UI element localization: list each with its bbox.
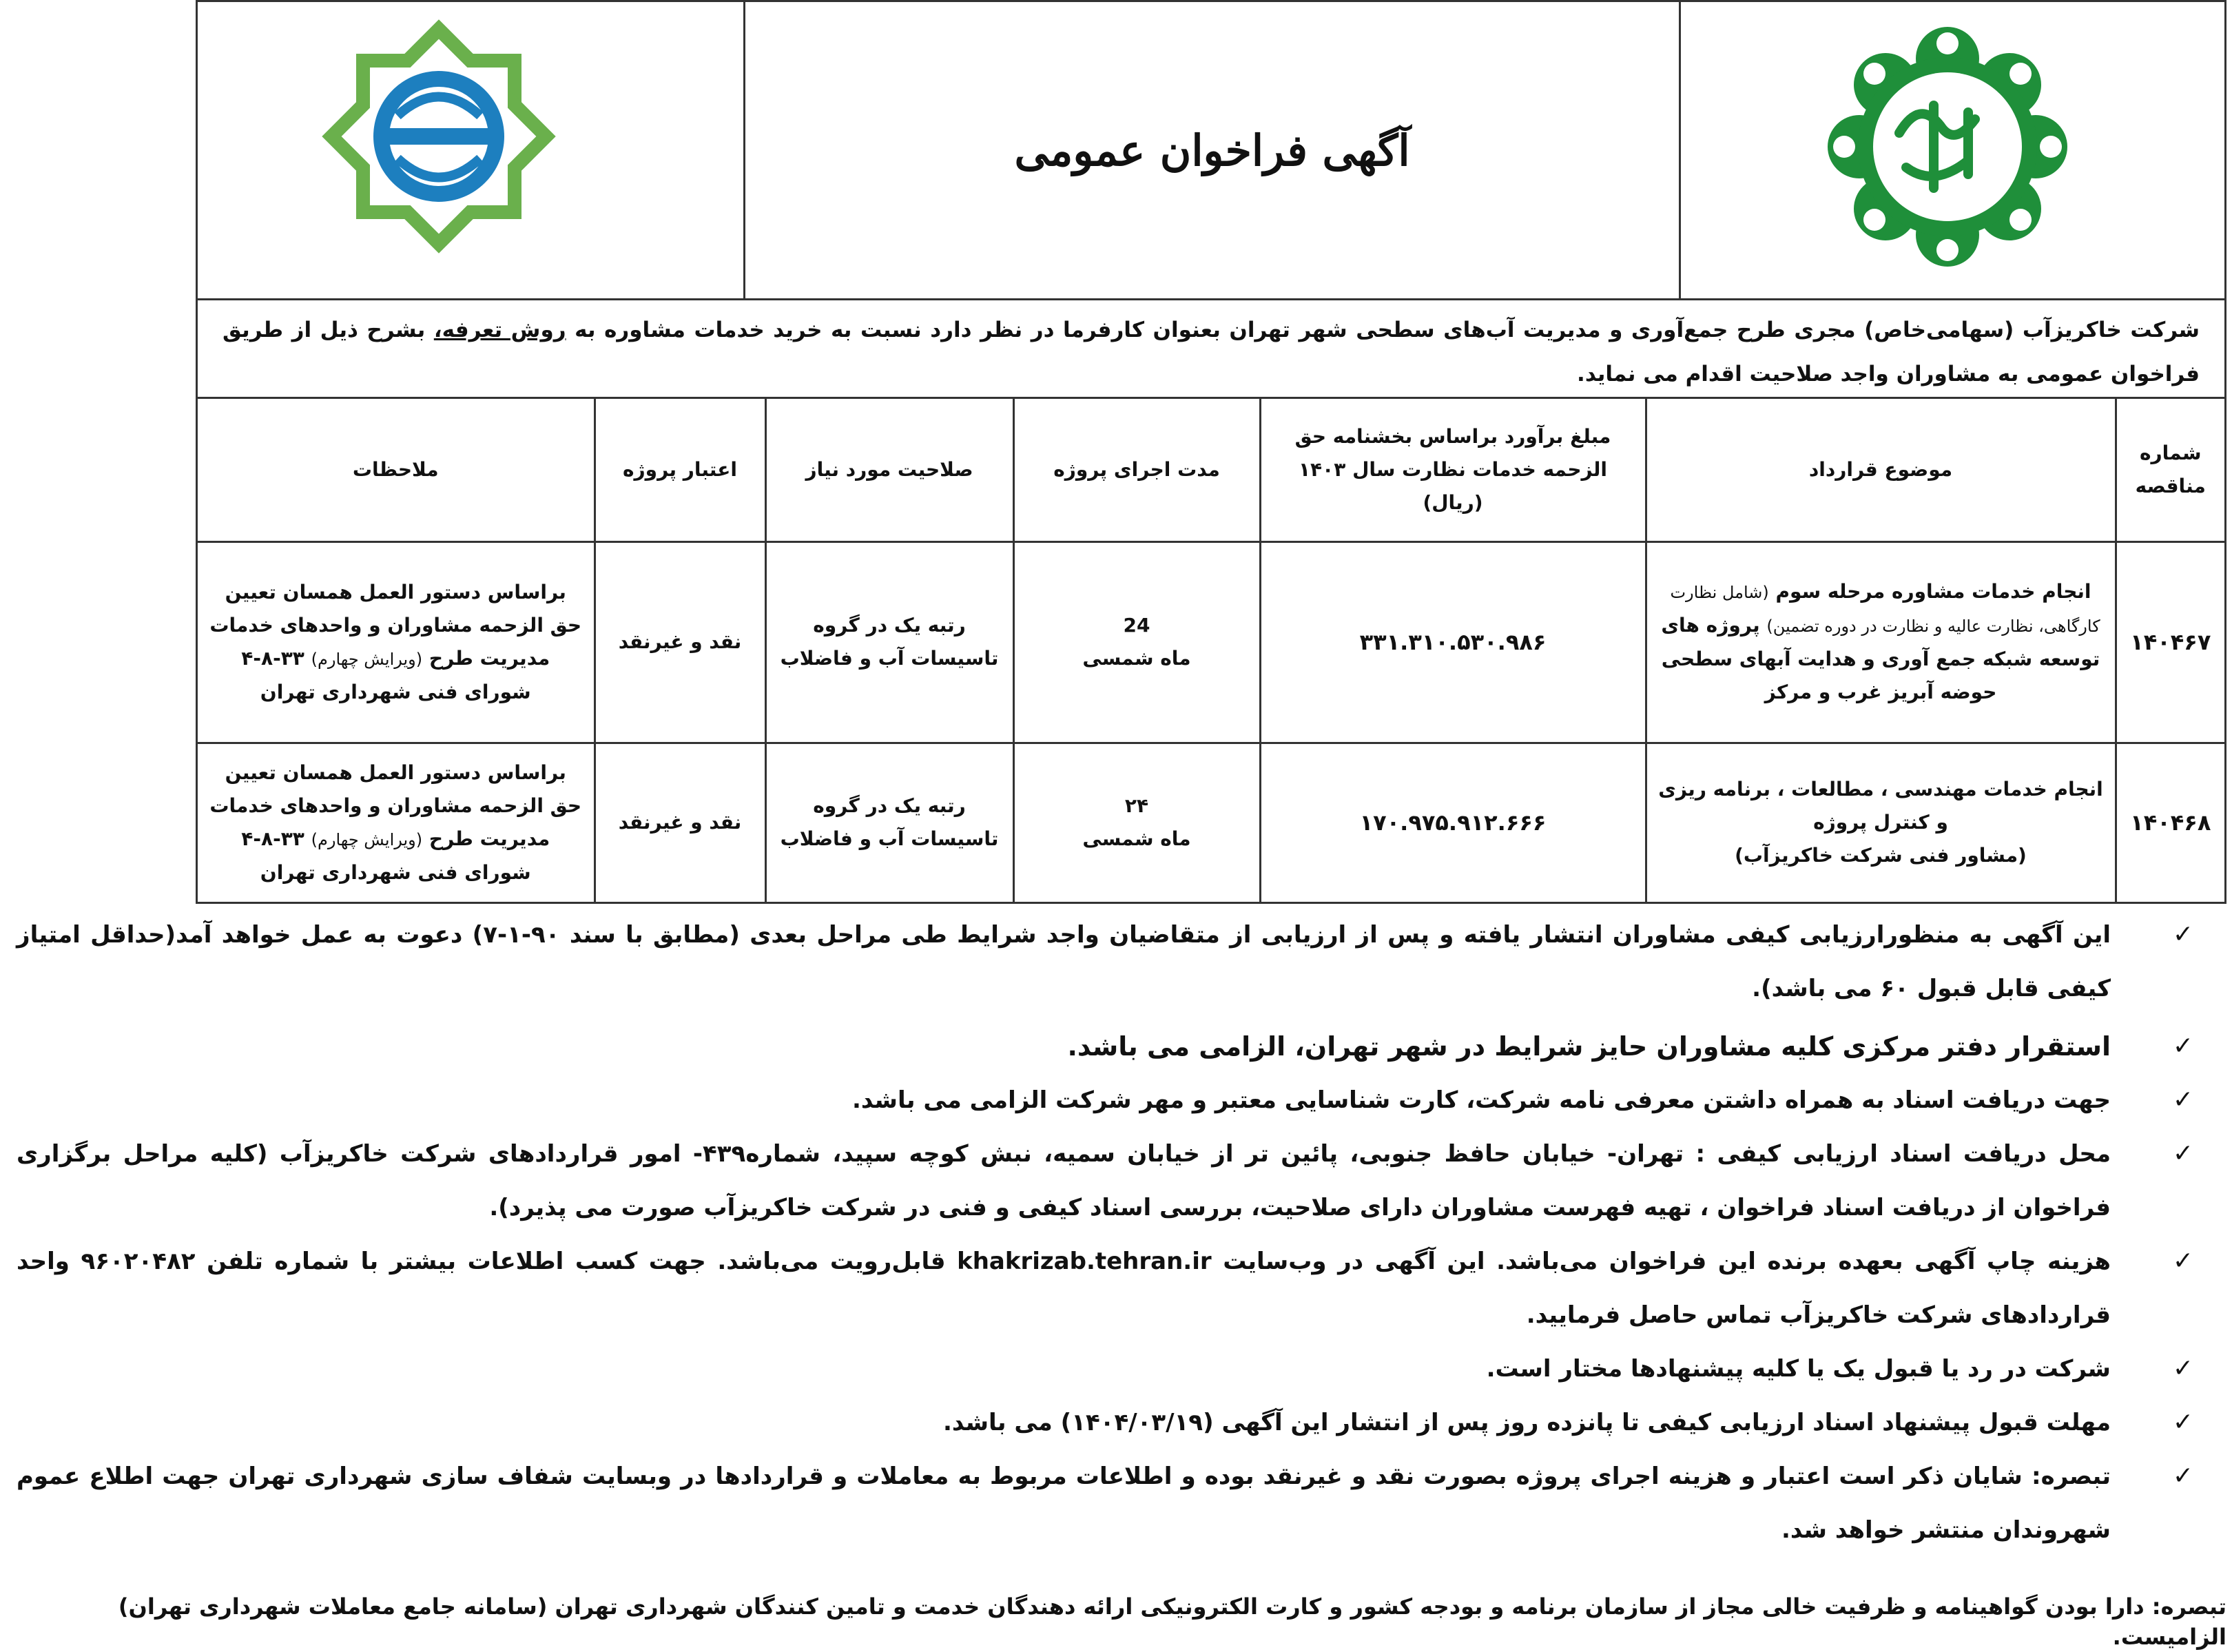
estimated-amount: ۳۳۱.۳۱۰.۵۳۰.۹۸۶ bbox=[1260, 541, 1646, 743]
website-link[interactable]: khakrizab.tehran.ir bbox=[957, 1248, 1212, 1275]
notice-frame bbox=[196, 0, 2226, 904]
notice-title: آگهی فراخوان عمومی bbox=[1014, 125, 1410, 176]
intro-text-1: شرکت خاکریزآب (سهامی‌خاص) مجری طرح جمع‌آوری و مدیریت آب‌های سطحی شهر تهران بعنوان کارفرما در نظر دارد نسبت به خرید خدمات مشاوره به bbox=[566, 318, 2200, 342]
tender-number: ۱۴۰۴۶۸ bbox=[2116, 743, 2224, 902]
condition-item bbox=[17, 1396, 2214, 1449]
check-icon: ✓ bbox=[2172, 1032, 2193, 1060]
condition-item bbox=[17, 908, 2214, 1015]
condition-text: مهلت قبول پیشنهاد اسناد ارزیابی کیفی تا پانزده روز پس از انتشار این آگهی (۱۴۰۴/۰۳/۱۹) می باشد. bbox=[943, 1409, 2111, 1436]
condition-item bbox=[17, 1020, 2214, 1073]
condition-text: استقرار دفتر مرکزی کلیه مشاوران حایز شرایط در شهر تهران، الزامی می باشد. bbox=[1067, 1031, 2111, 1062]
estimated-amount: ۱۷۰.۹۷۵.۹۱۲.۶۶۶ bbox=[1260, 743, 1646, 902]
condition-item bbox=[17, 1342, 2214, 1396]
col-header-credit: اعتبار پروژه bbox=[595, 399, 765, 541]
check-icon: ✓ bbox=[2172, 1139, 2193, 1168]
required-qualification: رتبه یک در گروه تاسیسات آب و فاضلاب bbox=[765, 541, 1013, 743]
check-icon: ✓ bbox=[2172, 1408, 2193, 1436]
col-header-qualification: صلاحیت مورد نیاز bbox=[765, 399, 1013, 541]
header-logo-cell-left bbox=[198, 2, 743, 298]
row-notes: براساس دستور العمل همسان تعیین حق الزحمه مشاوران و واحدهای خدمات مدیریت طرح (ویرایش چهارم) ۳۳-۸-۴ شورای فنی شهرداری تهران bbox=[198, 743, 595, 902]
intro-text-2: بشرح ذیل از طریق فراخوان عمومی به مشاوران واجد صلاحیت اقدام می نماید. bbox=[223, 318, 2200, 386]
condition-text-a: هزینه چاپ آگهی بعهده برنده این فراخوان می‌باشد. این آگهی در وب‌سایت bbox=[1211, 1248, 2111, 1275]
condition-text-b: قابل‌رویت می‌باشد. جهت کسب اطلاعات بیشتر با شماره تلفن ۹۶۰۲۰۴۸۲ واحد قراردادهای شرکت خاکریزآب تماس حاصل فرمایید. bbox=[17, 1248, 2111, 1329]
table-header-row bbox=[198, 399, 2224, 541]
intro-underlined: روش تعرفه، bbox=[433, 318, 566, 342]
project-credit: نقد و غیرنقد bbox=[595, 743, 765, 902]
col-header-amount: مبلغ برآورد براساس بخشنامه حق الزحمه خدمات نظارت سال ۱۴۰۳ (ریال) bbox=[1260, 399, 1646, 541]
col-header-notes: ملاحظات bbox=[198, 399, 595, 541]
condition-item bbox=[17, 1127, 2214, 1235]
col-header-subject: موضوع قرارداد bbox=[1646, 399, 2116, 541]
condition-text: تبصره: شایان ذکر است اعتبار و هزینه اجرای پروژه بصورت نقد و غیرنقد بوده و اطلاعات مربوط به معاملات و قراردادها در وبسایت شفاف سازی شهرداری تهران جهت اطلاع عموم شهروندان منتشر خواهد شد. bbox=[17, 1463, 2111, 1544]
condition-text: این آگهی به منظورارزیابی کیفی مشاوران انتشار یافته و پس از ارزیابی از متقاضیان واجد شرایط طی مراحل بعدی (مطابق با سند ۹۰-۱-۷) دعوت به عمل خواهد آمد(حداقل امتیاز کیفی قابل قبول ۶۰ می باشد). bbox=[17, 921, 2111, 1002]
contracts-table bbox=[198, 399, 2224, 902]
header-logo-cell-right bbox=[1679, 2, 2224, 298]
khakrizab-logo bbox=[198, 2, 743, 298]
condition-item bbox=[17, 1449, 2214, 1557]
contract-subject: انجام خدمات مهندسی ، مطالعات ، برنامه ریزی و کنترل پروژه (مشاور فنی شرکت خاکریزآب) bbox=[1646, 743, 2116, 902]
check-icon: ✓ bbox=[2172, 1354, 2193, 1383]
condition-item bbox=[17, 1073, 2214, 1127]
table-row bbox=[198, 743, 2224, 902]
condition-text: شرکت در رد یا قبول یک یا کلیه پیشنهادها مختار است. bbox=[1486, 1355, 2111, 1383]
project-duration: ۲۴ ماه شمسی bbox=[1013, 743, 1260, 902]
check-icon: ✓ bbox=[2172, 920, 2193, 949]
col-header-duration: مدت اجرای پروژه bbox=[1013, 399, 1260, 541]
check-icon: ✓ bbox=[2172, 1086, 2193, 1114]
notice-header bbox=[198, 2, 2224, 300]
required-qualification: رتبه یک در گروه تاسیسات آب و فاضلاب bbox=[765, 743, 1013, 902]
conditions-list bbox=[17, 908, 2214, 1557]
check-icon: ✓ bbox=[2172, 1247, 2193, 1275]
header-title-cell bbox=[743, 2, 1679, 298]
project-duration: 24 ماه شمسی bbox=[1013, 541, 1260, 743]
project-credit: نقد و غیرنقد bbox=[595, 541, 765, 743]
condition-item bbox=[17, 1235, 2214, 1342]
col-header-number: شماره مناقصه bbox=[2116, 399, 2224, 541]
footer-note: تبصره: دارا بودن گواهینامه و ظرفیت خالی مجاز از سازمان برنامه و بودجه کشور و کارت الکترونیکی ارائه دهندگان خدمت و تامین کنندگان شهرداری تهران (سامانه جامع معاملات شهرداری تهران) الزامیست. bbox=[118, 1593, 2226, 1650]
intro-paragraph bbox=[198, 298, 2224, 399]
condition-text: محل دریافت اسناد ارزیابی کیفی : تهران- خیابان حافظ جنوبی، پائین تر از خیابان سمیه، نبش کوچه سپید، شماره۴۳۹- امور قراردادهای شرکت خاکریزآب (کلیه مراحل برگزاری فراخوان از دریافت اسناد فراخوان ، تهیه فهرست مشاوران دارای صلاحیت، بررسی اسناد کیفی و فنی در شرکت خاکریزآب صورت می پذیرد). bbox=[17, 1140, 2111, 1221]
shora-tehran-logo bbox=[1679, 2, 2224, 298]
condition-text: جهت دریافت اسناد به همراه داشتن معرفی نامه شرکت، کارت شناسایی معتبر و مهر شرکت الزامی می باشد. bbox=[852, 1086, 2111, 1114]
table-row bbox=[198, 541, 2224, 743]
check-icon: ✓ bbox=[2172, 1462, 2193, 1490]
tender-number: ۱۴۰۴۶۷ bbox=[2116, 541, 2224, 743]
contract-subject: انجام خدمات مشاوره مرحله سوم (شامل نظارت کارگاهی، نظارت عالیه و نظارت در دوره تضمین) پروژه های توسعه شبکه جمع آوری و هدایت آبهای سطحی حوضه آبریز غرب و مرکز bbox=[1646, 541, 2116, 743]
row-notes: براساس دستور العمل همسان تعیین حق الزحمه مشاوران و واحدهای خدمات مدیریت طرح (ویرایش چهارم) ۳۳-۸-۴ شورای فنی شهرداری تهران bbox=[198, 541, 595, 743]
